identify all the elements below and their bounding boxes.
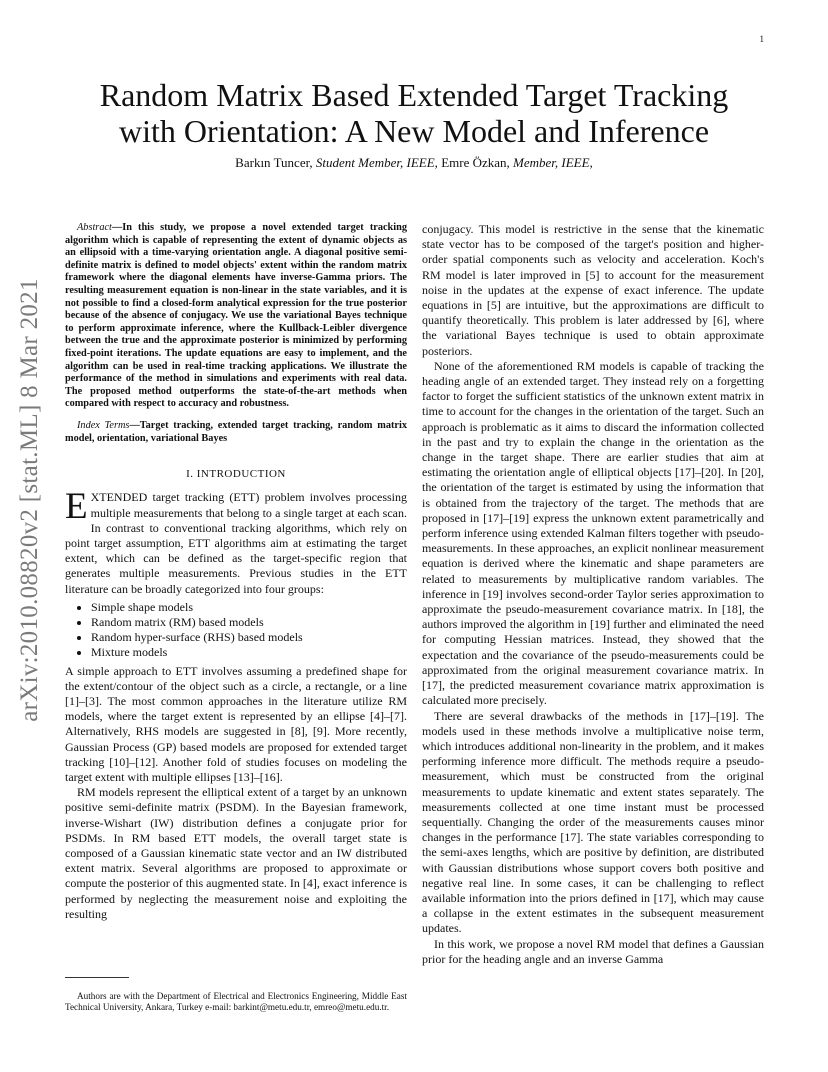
footnote [65, 991, 407, 1013]
footnote-text: Authors are with the Department of Electrical and Electronics Engineering, Middle East Technical University, Ankara, Turkey e-mail: barkint@metu.edu.tr, emreo@metu.edu.tr. [65, 991, 407, 1012]
intro-paragraph-1 [65, 486, 407, 596]
title-line-1: Random Matrix Based Extended Target Tracking [99, 77, 729, 113]
index-terms-body: —Target tracking, extended target tracking, random matrix model, orientation, variational Bayes [65, 419, 407, 444]
index-terms [65, 420, 407, 445]
drop-cap: E [65, 486, 88, 528]
intro-paragraph-1-text: XTENDED target tracking (ETT) problem involves processing multiple measurements that belong to a single target at each scan. In contrast to conventional tracking algorithms, which rely on point target assumption, ETT algorithms aim at estimating the target extent, which can be defined as the target-specific region that generates multiple measurements. Previous studies in the ETT literature can be broadly categorized into four groups: [65, 490, 407, 596]
right-paragraph-4: In this work, we propose a novel RM model that defines a Gaussian prior for the heading angle and an inverse Gamma [422, 936, 764, 966]
right-paragraph-1: conjugacy. This model is restrictive in the sense that the kinematic state vector has to be composed of the target's position and higher-order spatial components such as velocity and acceleration. Koch's RM model is later improved in [5] to account for the measurement noise in the updates at the expense of exact inference. The update equations in [5] are intuitive, but the approximations are difficult to quantify theoretically. This problem is later addressed by [6], where the variational Bayes technique is used to obtain approximate posteriors. [422, 222, 764, 358]
footnote-rule [65, 977, 129, 978]
right-column [422, 222, 764, 967]
right-paragraph-2: None of the aforementioned RM models is capable of tracking the heading angle of an extended target. They instead rely on a forgetting factor to forget the sufficient statistics of the unknown extent matrix in time to account for the changes in the orientation of the target. Such an approach is problematic as it aims to discard the information collected in the past and try to explain the change in the orientation as the change in the target shape. There are earlier studies that aim at estimating the orientation angle of elliptical objects [17]–[20]. In [20], the orientation of the target is estimated by using the information that is obtained from the trajectory of the target. The methods that are proposed in [17]–[19] express the unknown extent parametrically and perform inference using extended Kalman filters together with pseudo-measurements. In these approaches, an explicit nonlinear measurement equation is derived where the kinematic and shape parameters are related to measurements by multiplicative random variables. The inference in [19] involves second-order Taylor series approximation to approximate the pseudo-measurement covariance matrix. In [18], the authors improved the algorithm in [19] further and eliminated the need for computing Hessian matrices. Instead, they showed that the expectation and the covariance of the pseudo-measurements could be approximated from the original measurement covariance matrix. In [17], the predicted measurement covariance matrix approximation is calculated more precisely. [422, 358, 764, 708]
author-2: Emre Özkan, [441, 155, 510, 170]
group-list [65, 600, 407, 661]
page-number: 1 [759, 34, 764, 44]
author-1: Barkın Tuncer, [235, 155, 313, 170]
intro-paragraph-2: A simple approach to ETT involves assuming a predefined shape for the extent/contour of the object such as a circle, a rectangle, or a line [1]–[3]. The most common approaches in the literature utilize RM models, where the target extent is represented by an ellipse [4]–[7]. Alternatively, RHS models are suggested in [8], [9]. More recently, Gaussian Process (GP) based models are proposed for extended target tracking [10]–[12]. Another fold of studies focuses on modeling the target extent with multiple ellipses [13]–[16]. [65, 663, 407, 784]
paper-title [64, 77, 764, 149]
abstract [65, 222, 407, 411]
list-item: • Random matrix (RM) based models [91, 615, 407, 630]
list-item: • Random hyper-surface (RHS) based models [91, 630, 407, 645]
abstract-label: Abstract [77, 222, 112, 233]
section-heading-introduction: I. INTRODUCTION [186, 468, 286, 481]
arxiv-stamp[interactable]: arXiv:2010.08820v2 [stat.ML] 8 Mar 2021 [16, 278, 43, 722]
abstract-body: —In this study, we propose a novel extended target tracking algorithm which is capable of representing the extent of dynamic objects as an ellipsoid with a time-varying orientation angle. A diagonal positive semi-definite matrix is defined to model objects' extent within the random matrix framework where the diagonal elements have inverse-Gamma priors. The resulting measurement equation is non-linear in the state variables, and it is not possible to find a closed-form analytical expression for the true posterior because of the absence of conjugacy. We use the variational Bayes technique to perform approximate inference, where the Kullback-Leibler divergence between the true and the approximate posterior is minimized by performing fixed-point iterations. The update equations are easy to implement, and the algorithm can be used in real-time tracking applications. We illustrate the performance of the method in simulations and experiments with real data. The proposed method outperforms the state-of-the-art methods when compared with respect to accuracy and robustness. [65, 222, 407, 410]
list-item: • Simple shape models [91, 600, 407, 615]
right-paragraph-3: There are several drawbacks of the methods in [17]–[19]. The models used in these methods involve a multiplicative noise term, which introduces additional non-linearity in the problem, and it makes performing inference more difficult. The methods require a pseudo-measurement, which must be constructed from the original measurements to update kinematic and extent states separately. The measurements collected at one time instant must be processed sequentially. Changing the order of the measurements causes minor changes in the performance [17]. The state variables corresponding to the semi-axes lengths, which are positive by definition, are distributed with Gaussian distributions whose support covers both positive and negative real line. In some cases, it can be challenging to reflect available information into the priors defined in [17], which may cause a collapse in the extent estimates in the subsequent measurement updates. [422, 708, 764, 936]
index-terms-label: Index Terms [77, 419, 130, 431]
title-line-2: with Orientation: A New Model and Inference [118, 113, 710, 149]
intro-paragraph-3: RM models represent the elliptical extent of a target by an unknown positive semi-definite matrix (PSDM). In the Bayesian framework, inverse-Wishart (IW) distribution defines a conjugate prior for PSDMs. In RM based ETT models, the overall target state is composed of a Gaussian kinematic state vector and an IW distributed extent matrix. Several algorithms are proposed to approximate or compute the posterior of this augmented state. In [4], exact inference is performed by neglecting the measurement noise and exploiting the resulting [65, 785, 407, 921]
list-item: • Mixture models [91, 645, 407, 660]
left-column [65, 222, 407, 922]
author-line [64, 155, 764, 171]
author-1-role: Student Member, IEEE, [315, 155, 438, 170]
author-2-role: Member, IEEE, [513, 155, 593, 170]
